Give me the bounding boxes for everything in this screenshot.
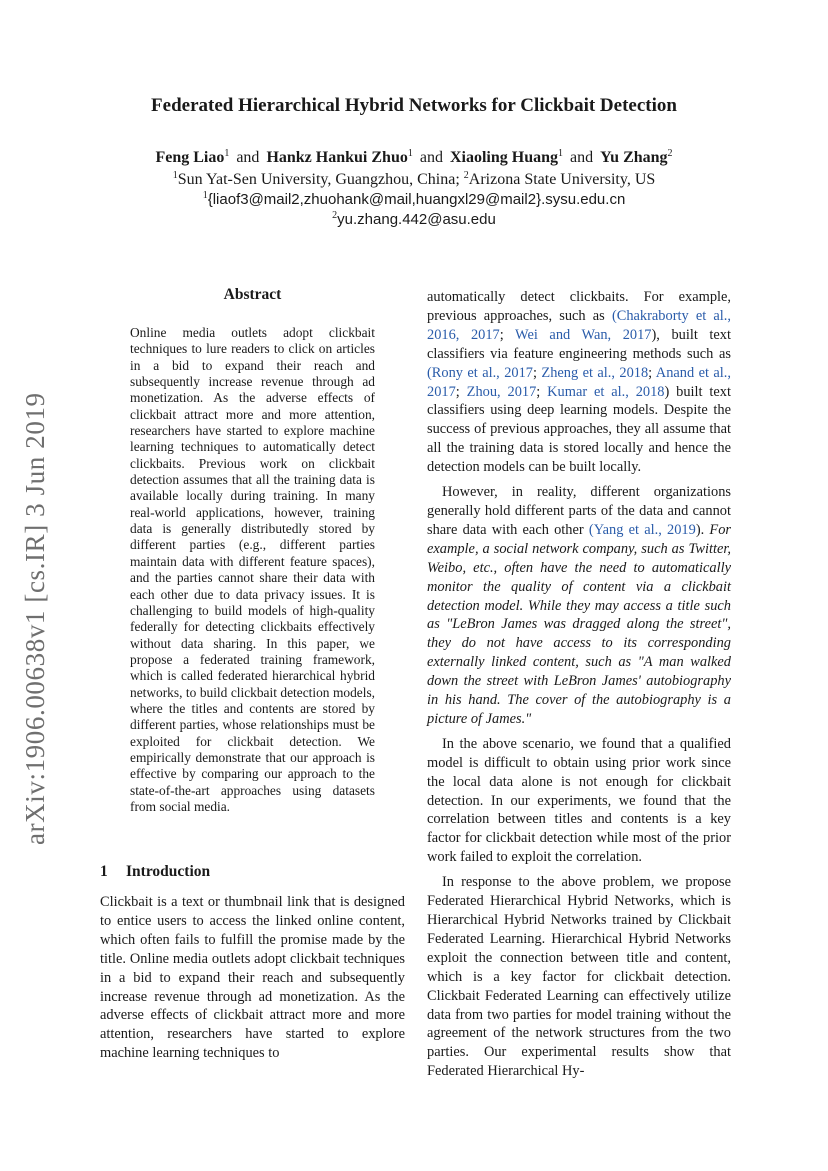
citation-separator: ; [499, 326, 516, 343]
author-affiliation-mark: 2 [667, 148, 673, 159]
author-name: Feng Liao [155, 149, 225, 166]
body-text: ) built text classifiers using deep learning models. Despite the success of previous approaches, they all assume that all the training data is stored locally and hence the detection models can be built locally. [427, 383, 731, 476]
email-1: {liaof3@mail2,zhuohank@mail,huangxl29@mail2}.sysu.edu.cn [207, 191, 626, 208]
paragraph [427, 288, 731, 477]
affiliation-mark: 1 [172, 170, 178, 181]
affiliation-mark: 2 [463, 170, 469, 181]
body-text: ). [695, 521, 710, 538]
email-mark: 1 [202, 190, 208, 201]
section-heading-introduction [100, 863, 210, 881]
author-name: Yu Zhang [600, 149, 668, 166]
paragraph [427, 735, 731, 867]
arxiv-identifier: arXiv:1906.00638v1 [cs.IR] 3 Jun 2019 [20, 392, 50, 845]
citation-link[interactable]: Zheng et al., 2018 [541, 364, 649, 381]
abstract-heading: Abstract [223, 286, 282, 303]
author-affiliation-mark: 1 [407, 148, 413, 159]
author-name: Xiaoling Huang [449, 149, 558, 166]
email-line-1 [0, 190, 828, 210]
right-column [427, 288, 731, 1087]
citation-link[interactable]: (Yang et al., 2019 [588, 521, 696, 538]
citation-link[interactable]: (Rony et al., 2017 [427, 364, 533, 381]
citation-separator: ; [648, 364, 656, 381]
citation-link[interactable]: (Chakraborty et al., 2016, 2017 [427, 307, 731, 343]
body-text: automatically detect clickbaits. For example, previous approaches, such as [427, 289, 731, 324]
body-text: In response to the above problem, we propose Federated Hierarchical Hybrid Networks, which is Hierarchical Hybrid Networks trained by Clickbait Federated Learning. Hierarchical Hybrid Networks exploit the connection between title and content, which is a key factor for clickbait detection. Clickbait Federated Learning can effectively utilize data from two parties for model training without the agreement of the network structures from the two parties. Our experimental results show that Federated Hierarchical Hy- [427, 874, 731, 1080]
abstract-body: Online media outlets adopt clickbait techniques to lure readers to click on articles in a bid to expand their reach and subsequently increase revenue through ad monetization. As the adverse effects of clickbait attract more and more attention, researchers have started to explore machine learning techniques to automatically detect clickbaits. Previous work on clickbait detection assumes that all the training data is available locally during training. In many real-world applications, however, training data is generally distributedly stored by different parties (e.g., different parties maintain data with different feature spaces), and the parties cannot share their data with each other due to data privacy issues. It is challenging to build models of high-quality federally for detecting clickbaits effectively without data sharing. In this paper, we propose a federated training framework, which is called federated hierarchical hybrid networks, to build clickbait detection models, where the titles and contents are stored by different parties, whose relationships must be exploited for clickbait detection. We empirically demonstrate that our approach is effective by comparing our approach to the state-of-the-art approaches using datasets from social media. [130, 325, 375, 814]
paragraph [427, 873, 731, 1081]
citation-separator: ; [536, 383, 548, 400]
email-2: yu.zhang.442@asu.edu [337, 211, 496, 228]
paper-title: Federated Hierarchical Hybrid Networks for Clickbait Detection [151, 95, 677, 116]
introduction-paragraph: Clickbait is a text or thumbnail link that is designed to entice users to access the linked online content, which often fails to fulfill the promise made by the title. Online media outlets adopt clickbait techniques in a bid to expand their reach and subsequently increase revenue through ad monetization. As the adverse effects of clickbait attract more and more attention, researchers have started to explore machine learning techniques to [100, 894, 405, 1062]
author-separator: and [569, 149, 594, 166]
citation-link[interactable]: Zhou, 2017 [466, 383, 537, 400]
citation-separator: ; [532, 364, 542, 381]
body-text: ), built text classifiers via feature engineering methods such as [427, 326, 731, 362]
section-title: Introduction [126, 863, 211, 880]
email-mark: 2 [332, 210, 338, 221]
affiliations [0, 170, 828, 190]
example-italic-text: For example, a social network company, such as Twitter, Weibo, etc., often have the need to automatically monitor the quality of content via a clickbait detection model. While they may access a title such as "LeBron James was dragged along the street", they do not have access to its corresponding externally linked content, such as "A man walked down the street with LeBron James' autobiography in his hand. The cover of the autobiography is a picture of James." [427, 521, 732, 727]
paragraph [427, 483, 731, 729]
author-affiliation-mark: 1 [224, 148, 230, 159]
author-separator: and [236, 149, 260, 166]
citation-link[interactable]: Wei and Wan, 2017 [515, 326, 652, 343]
body-text: However, in reality, different organizations generally hold different parts of the data and cannot share data with each other [427, 484, 731, 538]
author-name: Hankz Hankui Zhuo [266, 149, 408, 166]
affiliation-2: Arizona State University, US [468, 171, 656, 188]
affiliation-1: Sun Yat-Sen University, Guangzhou, China; [177, 171, 464, 188]
author-affiliation-mark: 1 [557, 148, 563, 159]
citation-separator: ; [455, 383, 467, 400]
body-text: In the above scenario, we found that a qualified model is difficult to obtain using prior work since the local data alone is not enough for clickbait detection. In our experiments, we found that the correlation between titles and contents is a key factor for clickbait detection while most of the prior work failed to exploit the correlation. [427, 735, 731, 866]
citation-link[interactable]: Anand et al., 2017 [427, 364, 731, 400]
author-separator: and [419, 149, 443, 166]
section-number: 1 [100, 863, 108, 880]
citation-link[interactable]: Kumar et al., 2018 [547, 383, 665, 400]
author-list [0, 148, 828, 168]
email-line-2 [0, 210, 828, 230]
